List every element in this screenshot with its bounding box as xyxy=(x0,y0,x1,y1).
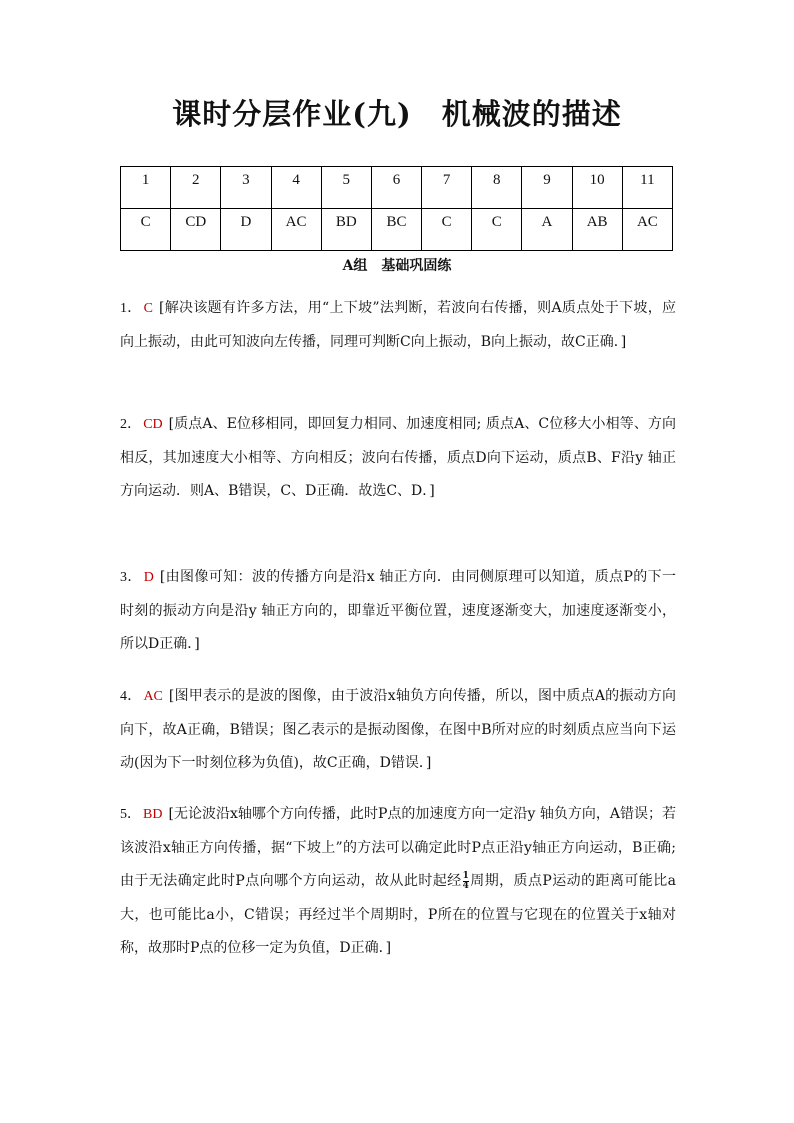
fraction-numerator: 1 xyxy=(462,870,469,881)
question-explanation-part-2: 周期，质点P运动的距离可能比a大，也可能比a小，C错误；再经过半个周期时，P所在的位置与它现在的位置关于x轴对称，故那时P点的位移一定为负值，D正确．] xyxy=(120,873,676,956)
question-explanation: [解决该题有许多方法，用“上下坡”法判断，若波向右传播，则A质点处于下坡，应向上振动，由此可知波向左传播，同理可判断C向上振动，B向上振动，故C正确．] xyxy=(120,300,677,350)
question-number: 1． xyxy=(120,301,142,316)
answer-cell: A xyxy=(522,209,572,251)
question-number-cell: 11 xyxy=(622,167,672,209)
question-number: 4． xyxy=(120,689,142,704)
answer-cell: CD xyxy=(171,209,221,251)
question-number: 3． xyxy=(120,570,142,585)
question-number-cell: 3 xyxy=(221,167,271,209)
question-explanation-part-1: [无论波沿x轴哪个方向传播，此时P点的加速度方向一定沿y 轴负方向，A错误；若该波沿x轴正方向传播，据“下坡上”的方法可以确定此时P点正沿y轴正方向运动，B正确; 由于无法确定此时P点向哪个方向运动，故从此时起经 xyxy=(120,806,676,889)
question-number-cell: 7 xyxy=(422,167,472,209)
answer-cell: BC xyxy=(371,209,421,251)
question-number: 5． xyxy=(120,807,142,822)
question-explanation: [质点A、E位移相同，即回复力相同、加速度相同; 质点A、C位移大小相等、方向相反，其加速度大小相等、方向相反；波向右传播，质点D向下运动，质点B、F沿y 轴正方向运动．则A、B错误，C、D正确．故选C、D．] xyxy=(120,416,677,499)
question-number-cell: 1 xyxy=(121,167,171,209)
question-number-cell: 10 xyxy=(572,167,622,209)
question-2 xyxy=(120,408,676,509)
question-answer: C xyxy=(143,301,153,316)
answer-cell: AC xyxy=(622,209,672,251)
answer-cell: C xyxy=(121,209,171,251)
question-answer: AC xyxy=(143,689,163,704)
question-explanation: [由图像可知：波的传播方向是沿x 轴正方向．由同侧原理可以知道，质点P的下一时刻的振动方向是沿y 轴正方向的，即靠近平衡位置，速度逐渐变大，加速度逐渐变小，所以D正确．] xyxy=(120,569,676,652)
answer-cell: C xyxy=(422,209,472,251)
question-explanation: [图甲表示的是波的图像，由于波沿x轴负方向传播，所以，图中质点A的振动方向向下，故A正确，B错误；图乙表示的是振动图像，在图中B所对应的时刻质点应当向下运动(因为下一时刻位移为负值)，故C正确，D错误．] xyxy=(120,688,677,771)
answer-table-answer-row xyxy=(121,209,673,251)
answer-cell: AC xyxy=(271,209,321,251)
question-answer: BD xyxy=(143,807,163,822)
question-answer: CD xyxy=(143,417,163,432)
page-title: 课时分层作业(九) 机械波的描述 xyxy=(172,97,622,131)
fraction-denominator: 4 xyxy=(462,880,469,891)
question-number-cell: 4 xyxy=(271,167,321,209)
question-number-cell: 6 xyxy=(371,167,421,209)
answer-table-number-row xyxy=(121,167,673,209)
question-number-cell: 2 xyxy=(171,167,221,209)
fraction-one-quarter xyxy=(463,872,469,891)
question-4 xyxy=(120,680,676,781)
answer-table xyxy=(120,166,673,251)
question-number: 2． xyxy=(120,417,142,432)
answer-cell: BD xyxy=(321,209,371,251)
question-number-cell: 5 xyxy=(321,167,371,209)
question-answer: D xyxy=(143,570,154,585)
question-3 xyxy=(120,561,676,662)
answer-cell: AB xyxy=(572,209,622,251)
question-number-cell: 9 xyxy=(522,167,572,209)
answer-cell: D xyxy=(221,209,271,251)
group-title: A组 基础巩固练 xyxy=(342,258,452,274)
answer-cell: C xyxy=(472,209,522,251)
question-number-cell: 8 xyxy=(472,167,522,209)
question-5 xyxy=(120,798,676,966)
question-1 xyxy=(120,292,676,359)
